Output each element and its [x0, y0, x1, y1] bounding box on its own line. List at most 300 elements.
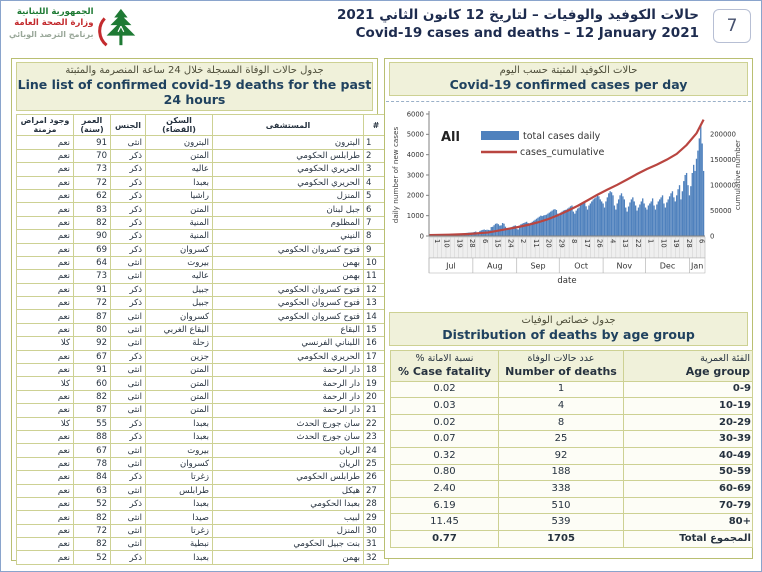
svg-text:daily number of new cases: daily number of new cases: [391, 126, 400, 224]
deaths-cell: 27: [364, 484, 389, 497]
cases-title-english: Covid-19 confirmed cases per day: [449, 77, 688, 92]
age-cell: 0.07: [391, 431, 499, 448]
deaths-cell: الحريري الحكومي: [213, 163, 364, 176]
svg-text:200000: 200000: [710, 130, 736, 139]
deaths-cell: دار الرحمة: [213, 390, 364, 403]
deaths-cell: المنية: [146, 216, 213, 229]
deaths-cell: نعم: [17, 471, 74, 484]
deaths-cell: نعم: [17, 149, 74, 162]
deaths-cell: 13: [364, 297, 389, 310]
deaths-header-row: [17, 115, 389, 136]
deaths-cell: 72: [74, 297, 111, 310]
deaths-cell: دار الرحمة: [213, 404, 364, 417]
deaths-cell: بعبدا: [146, 551, 213, 564]
age-row: [391, 514, 753, 531]
deaths-cell: ذكر: [111, 149, 146, 162]
age-cell: 4: [499, 398, 624, 415]
deaths-cell: نعم: [17, 297, 74, 310]
svg-text:total cases daily: total cases daily: [523, 131, 601, 142]
deaths-cell: نعم: [17, 551, 74, 564]
svg-text:All: All: [441, 130, 460, 145]
deaths-cell: ذكر: [111, 471, 146, 484]
deaths-cell: بعبدا: [146, 176, 213, 189]
deaths-row: [17, 230, 389, 243]
deaths-cell: نعم: [17, 538, 74, 551]
deaths-cell: 63: [74, 484, 111, 497]
deaths-cell: كسروان: [146, 243, 213, 256]
deaths-cell: نعم: [17, 444, 74, 457]
deaths-cell: لبيب: [213, 511, 364, 524]
deaths-cell: كسروان: [146, 457, 213, 470]
deaths-panel: [11, 58, 378, 561]
deaths-row: [17, 243, 389, 256]
deaths-cell: نعم: [17, 216, 74, 229]
deaths-cell: 67: [74, 444, 111, 457]
deaths-row: [17, 203, 389, 216]
deaths-cell: المنزل: [213, 189, 364, 202]
deaths-cell: انثى: [111, 136, 146, 149]
svg-text:5000: 5000: [406, 130, 424, 139]
age-cell: 2.40: [391, 481, 499, 498]
deaths-cell: 23: [364, 430, 389, 443]
deaths-cell: ذكر: [111, 551, 146, 564]
deaths-cell: نعم: [17, 189, 74, 202]
deaths-cell: 91: [74, 364, 111, 377]
deaths-cell: بهمن: [213, 551, 364, 564]
deaths-cell: انثى: [111, 484, 146, 497]
deaths-cell: البقاع الغربي: [146, 323, 213, 336]
deaths-cell: ذكر: [111, 297, 146, 310]
age-panel-title: [389, 312, 748, 346]
age-cell: 10-19: [624, 398, 753, 415]
deaths-cell: الحريري الحكومي: [213, 176, 364, 189]
deaths-cell: بيروت: [146, 256, 213, 269]
svg-text:22: 22: [633, 239, 642, 248]
deaths-cell: 21: [364, 404, 389, 417]
deaths-cell: 9: [364, 243, 389, 256]
deaths-cell: 82: [74, 511, 111, 524]
deaths-cell: بهمن: [213, 256, 364, 269]
deaths-cell: دار الرحمة: [213, 364, 364, 377]
svg-text:Sep: Sep: [530, 261, 546, 271]
deaths-cell: دار الرحمة: [213, 377, 364, 390]
deaths-cell: 60: [74, 377, 111, 390]
deaths-cell: انثى: [111, 310, 146, 323]
deaths-cell: نعم: [17, 484, 74, 497]
deaths-cell: نعم: [17, 390, 74, 403]
age-cell: 80+: [624, 514, 753, 531]
deaths-cell: انثى: [111, 364, 146, 377]
cases-chart: [389, 104, 747, 300]
deaths-cell: 52: [74, 551, 111, 564]
deaths-cell: 10: [364, 256, 389, 269]
deaths-row: [17, 417, 389, 430]
age-row: [391, 464, 753, 481]
svg-text:0: 0: [419, 232, 424, 241]
age-cell: 0-9: [624, 381, 753, 398]
deaths-cell: فتوح كسروان الحكومي: [213, 283, 364, 296]
deaths-cell: انثى: [111, 377, 146, 390]
deaths-cell: نعم: [17, 283, 74, 296]
age-cell: 1: [499, 381, 624, 398]
deaths-cell: نعم: [17, 163, 74, 176]
deaths-cell: المتن: [146, 203, 213, 216]
chart-legend: [441, 130, 605, 158]
deaths-cell: طرابلس: [146, 484, 213, 497]
svg-text:100000: 100000: [710, 181, 736, 190]
deaths-cell: 11: [364, 270, 389, 283]
svg-text:Nov: Nov: [616, 261, 633, 271]
deaths-cell: بنت جبيل الحكومي: [213, 538, 364, 551]
svg-text:1000: 1000: [406, 212, 424, 221]
deaths-cell: ذكر: [111, 350, 146, 363]
deaths-cell: نعم: [17, 364, 74, 377]
deaths-col-header: العمر (سنة): [74, 115, 111, 136]
age-header-row: [391, 351, 753, 382]
logo-line-program: برنامج الترصد الوبائي: [9, 29, 94, 39]
deaths-panel-title: [16, 62, 373, 111]
deaths-cell: 90: [74, 230, 111, 243]
svg-text:28: 28: [684, 239, 693, 248]
svg-text:cases_cumulative: cases_cumulative: [520, 147, 605, 158]
deaths-row: [17, 337, 389, 350]
deaths-cell: بعبدا: [146, 430, 213, 443]
deaths-cell: 4: [364, 176, 389, 189]
age-title-english: Distribution of deaths by age group: [442, 327, 695, 342]
report-title: [337, 7, 699, 41]
logo-line-ministry: وزارة الصحة العامة: [14, 18, 94, 29]
deaths-cell: 28: [364, 497, 389, 510]
deaths-cell: انثى: [111, 538, 146, 551]
svg-text:Dec: Dec: [659, 261, 676, 271]
deaths-cell: ذكر: [111, 230, 146, 243]
deaths-cell: 78: [74, 457, 111, 470]
deaths-cell: صيدا: [146, 511, 213, 524]
deaths-cell: 29: [364, 511, 389, 524]
svg-text:28: 28: [468, 239, 477, 248]
age-col-header: الفئة العمرية Age group: [624, 351, 753, 382]
deaths-row: [17, 323, 389, 336]
deaths-cell: راشيا: [146, 189, 213, 202]
deaths-cell: 52: [74, 497, 111, 510]
svg-text:8: 8: [570, 239, 579, 244]
age-cell: 92: [499, 448, 624, 465]
deaths-row: [17, 270, 389, 283]
deaths-cell: 84: [74, 471, 111, 484]
deaths-cell: انثى: [111, 457, 146, 470]
svg-text:Oct: Oct: [574, 261, 589, 271]
age-cell: 20-29: [624, 414, 753, 431]
deaths-cell: 31: [364, 538, 389, 551]
svg-text:10: 10: [442, 239, 451, 248]
deaths-row: [17, 176, 389, 189]
deaths-cell: 73: [74, 270, 111, 283]
deaths-cell: جبيل: [146, 297, 213, 310]
deaths-cell: 26: [364, 471, 389, 484]
svg-text:0: 0: [710, 232, 715, 241]
deaths-cell: 55: [74, 417, 111, 430]
deaths-cell: 17: [364, 350, 389, 363]
deaths-table-head: [17, 115, 389, 136]
age-total-cfr: 0.77: [391, 530, 499, 547]
deaths-cell: انثى: [111, 323, 146, 336]
svg-text:date: date: [557, 276, 577, 286]
deaths-cell: 91: [74, 136, 111, 149]
deaths-cell: نبطية: [146, 538, 213, 551]
age-row: [391, 448, 753, 465]
deaths-cell: هيكل: [213, 484, 364, 497]
svg-text:29: 29: [557, 239, 566, 248]
deaths-cell: 22: [364, 417, 389, 430]
deaths-row: [17, 551, 389, 564]
deaths-cell: انثى: [111, 337, 146, 350]
deaths-cell: 82: [74, 216, 111, 229]
deaths-cell: 91: [74, 283, 111, 296]
svg-text:6: 6: [697, 239, 706, 244]
deaths-cell: المظلوم: [213, 216, 364, 229]
svg-text:26: 26: [595, 239, 604, 248]
deaths-title-arabic: جدول حالات الوفاة المسجلة خلال 24 ساعة المنصرمة والمثبتة: [65, 65, 324, 76]
deaths-cell: المتن: [146, 364, 213, 377]
svg-text:6: 6: [480, 239, 489, 244]
deaths-cell: الريان: [213, 457, 364, 470]
deaths-cell: 5: [364, 189, 389, 202]
age-row: [391, 414, 753, 431]
deaths-cell: فتوح كسروان الحكومي: [213, 243, 364, 256]
age-title-arabic: جدول خصائص الوفيات: [521, 315, 616, 326]
deaths-cell: 88: [74, 430, 111, 443]
deaths-cell: كسروان: [146, 310, 213, 323]
age-row: [391, 431, 753, 448]
age-table: [390, 350, 753, 548]
deaths-cell: نعم: [17, 430, 74, 443]
svg-text:Jan: Jan: [691, 261, 704, 271]
age-cell: 11.45: [391, 514, 499, 531]
deaths-cell: المتن: [146, 377, 213, 390]
deaths-row: [17, 283, 389, 296]
deaths-table: [16, 114, 389, 565]
age-cell: 539: [499, 514, 624, 531]
deaths-cell: نعم: [17, 256, 74, 269]
age-col-header: عدد حالات الوفاة Number of deaths: [499, 351, 624, 382]
deaths-row: [17, 524, 389, 537]
deaths-cell: 72: [74, 524, 111, 537]
deaths-cell: 80: [74, 323, 111, 336]
deaths-cell: كلا: [17, 377, 74, 390]
age-table-head: [391, 351, 753, 382]
age-cell: 0.02: [391, 381, 499, 398]
deaths-cell: 64: [74, 256, 111, 269]
age-total-row: [391, 530, 753, 547]
deaths-cell: 82: [74, 538, 111, 551]
age-cell: 70-79: [624, 497, 753, 514]
age-cell: 60-69: [624, 481, 753, 498]
logo-line-republic: الجمهورية اللبنانية: [16, 7, 94, 17]
deaths-cell: 62: [74, 189, 111, 202]
svg-text:19: 19: [672, 239, 681, 248]
deaths-cell: انثى: [111, 256, 146, 269]
age-row: [391, 381, 753, 398]
deaths-cell: انثى: [111, 270, 146, 283]
deaths-cell: البترون: [146, 136, 213, 149]
deaths-cell: 1: [364, 136, 389, 149]
deaths-cell: نعم: [17, 404, 74, 417]
deaths-cell: 14: [364, 310, 389, 323]
age-total-deaths: 1705: [499, 530, 624, 547]
deaths-cell: طرابلس الحكومي: [213, 471, 364, 484]
deaths-row: [17, 310, 389, 323]
deaths-cell: 15: [364, 323, 389, 336]
deaths-cell: 12: [364, 283, 389, 296]
deaths-cell: نعم: [17, 524, 74, 537]
svg-text:11: 11: [531, 239, 540, 248]
deaths-cell: 92: [74, 337, 111, 350]
svg-text:Jul: Jul: [446, 261, 456, 271]
deaths-row: [17, 350, 389, 363]
age-cell: 188: [499, 464, 624, 481]
deaths-title-english: Line list of confirmed covid-19 deaths for the past 24 hours: [17, 77, 372, 107]
deaths-cell: المتن: [146, 390, 213, 403]
deaths-cell: 16: [364, 337, 389, 350]
age-row: [391, 497, 753, 514]
age-cell: 40-49: [624, 448, 753, 465]
deaths-cell: 18: [364, 364, 389, 377]
deaths-cell: انثى: [111, 404, 146, 417]
age-total-label: المجموع Total: [624, 530, 753, 547]
svg-text:4000: 4000: [406, 151, 424, 160]
deaths-cell: ذكر: [111, 497, 146, 510]
moph-logo-text: [9, 5, 93, 41]
deaths-cell: عاليه: [146, 270, 213, 283]
cases-panel: [384, 58, 753, 559]
age-cell: 25: [499, 431, 624, 448]
deaths-cell: نعم: [17, 243, 74, 256]
deaths-cell: فتوح كسروان الحكومي: [213, 310, 364, 323]
deaths-col-header: السكن (القضاء): [146, 115, 213, 136]
age-row: [391, 481, 753, 498]
deaths-cell: ذكر: [111, 163, 146, 176]
deaths-cell: نعم: [17, 511, 74, 524]
deaths-cell: انثى: [111, 390, 146, 403]
svg-text:150000: 150000: [710, 156, 736, 165]
deaths-cell: زغرتا: [146, 524, 213, 537]
age-cell: 0.80: [391, 464, 499, 481]
deaths-cell: المنية: [146, 230, 213, 243]
deaths-cell: 73: [74, 163, 111, 176]
deaths-table-body: [17, 136, 389, 565]
age-cell: 30-39: [624, 431, 753, 448]
deaths-row: [17, 538, 389, 551]
deaths-cell: 69: [74, 243, 111, 256]
svg-text:2000: 2000: [406, 191, 424, 200]
svg-text:2: 2: [519, 239, 528, 244]
age-cell: 0.32: [391, 448, 499, 465]
deaths-cell: 70: [74, 149, 111, 162]
age-cell: 8: [499, 414, 624, 431]
deaths-row: [17, 377, 389, 390]
deaths-cell: الحريري الحكومي: [213, 350, 364, 363]
deaths-col-header: الجنس: [111, 115, 146, 136]
age-cell: 50-59: [624, 464, 753, 481]
age-row: [391, 398, 753, 415]
deaths-row: [17, 136, 389, 149]
deaths-cell: ذكر: [111, 283, 146, 296]
deaths-cell: ذكر: [111, 203, 146, 216]
deaths-cell: 72: [74, 176, 111, 189]
deaths-cell: المتن: [146, 404, 213, 417]
deaths-cell: نعم: [17, 350, 74, 363]
deaths-cell: 25: [364, 457, 389, 470]
deaths-cell: البترون: [213, 136, 364, 149]
deaths-cell: 83: [74, 203, 111, 216]
deaths-cell: نعم: [17, 136, 74, 149]
deaths-row: [17, 149, 389, 162]
deaths-cell: عاليه: [146, 163, 213, 176]
deaths-cell: سان جورج الحدث: [213, 417, 364, 430]
deaths-row: [17, 484, 389, 497]
svg-text:1: 1: [433, 239, 441, 244]
deaths-row: [17, 297, 389, 310]
age-cell: 0.03: [391, 398, 499, 415]
age-cell: 6.19: [391, 497, 499, 514]
deaths-cell: نعم: [17, 203, 74, 216]
age-cell: 0.02: [391, 414, 499, 431]
cases-title-arabic: حالات الكوفيد المثبتة حسب اليوم: [499, 65, 638, 76]
svg-text:19: 19: [455, 239, 464, 248]
deaths-cell: المتن: [146, 149, 213, 162]
svg-text:17: 17: [582, 239, 591, 248]
deaths-row: [17, 430, 389, 443]
deaths-cell: زحلة: [146, 337, 213, 350]
deaths-cell: 87: [74, 310, 111, 323]
deaths-col-header: وجود امراض مزمنة: [17, 115, 74, 136]
age-cell: 510: [499, 497, 624, 514]
deaths-row: [17, 404, 389, 417]
svg-text:cumulative number: cumulative number: [733, 139, 742, 211]
svg-text:Aug: Aug: [487, 261, 503, 271]
deaths-cell: 6: [364, 203, 389, 216]
deaths-row: [17, 457, 389, 470]
deaths-cell: 19: [364, 377, 389, 390]
deaths-cell: انثى: [111, 511, 146, 524]
deaths-cell: زغرتا: [146, 471, 213, 484]
deaths-cell: بهمن: [213, 270, 364, 283]
deaths-cell: النيني: [213, 230, 364, 243]
deaths-cell: نعم: [17, 323, 74, 336]
report-title-arabic: حالات الكوفيد والوفيات – لتاريخ 12 كانون الثاني 2021: [336, 7, 699, 23]
deaths-cell: نعم: [17, 497, 74, 510]
moph-logo: [9, 5, 140, 51]
x-axis-band: [429, 237, 706, 286]
deaths-cell: طرابلس الحكومي: [213, 149, 364, 162]
deaths-cell: المنزل: [213, 524, 364, 537]
deaths-cell: 24: [364, 444, 389, 457]
deaths-cell: ذكر: [111, 189, 146, 202]
svg-text:20: 20: [544, 239, 553, 248]
deaths-cell: 20: [364, 390, 389, 403]
deaths-cell: ذكر: [111, 243, 146, 256]
deaths-cell: بعبدا: [146, 497, 213, 510]
deaths-row: [17, 444, 389, 457]
age-table-body: [391, 381, 753, 547]
deaths-cell: 30: [364, 524, 389, 537]
deaths-cell: 2: [364, 149, 389, 162]
deaths-cell: بعبدا: [146, 417, 213, 430]
deaths-cell: ذكر: [111, 216, 146, 229]
deaths-row: [17, 390, 389, 403]
deaths-col-header: المستشفى: [213, 115, 364, 136]
deaths-row: [17, 511, 389, 524]
